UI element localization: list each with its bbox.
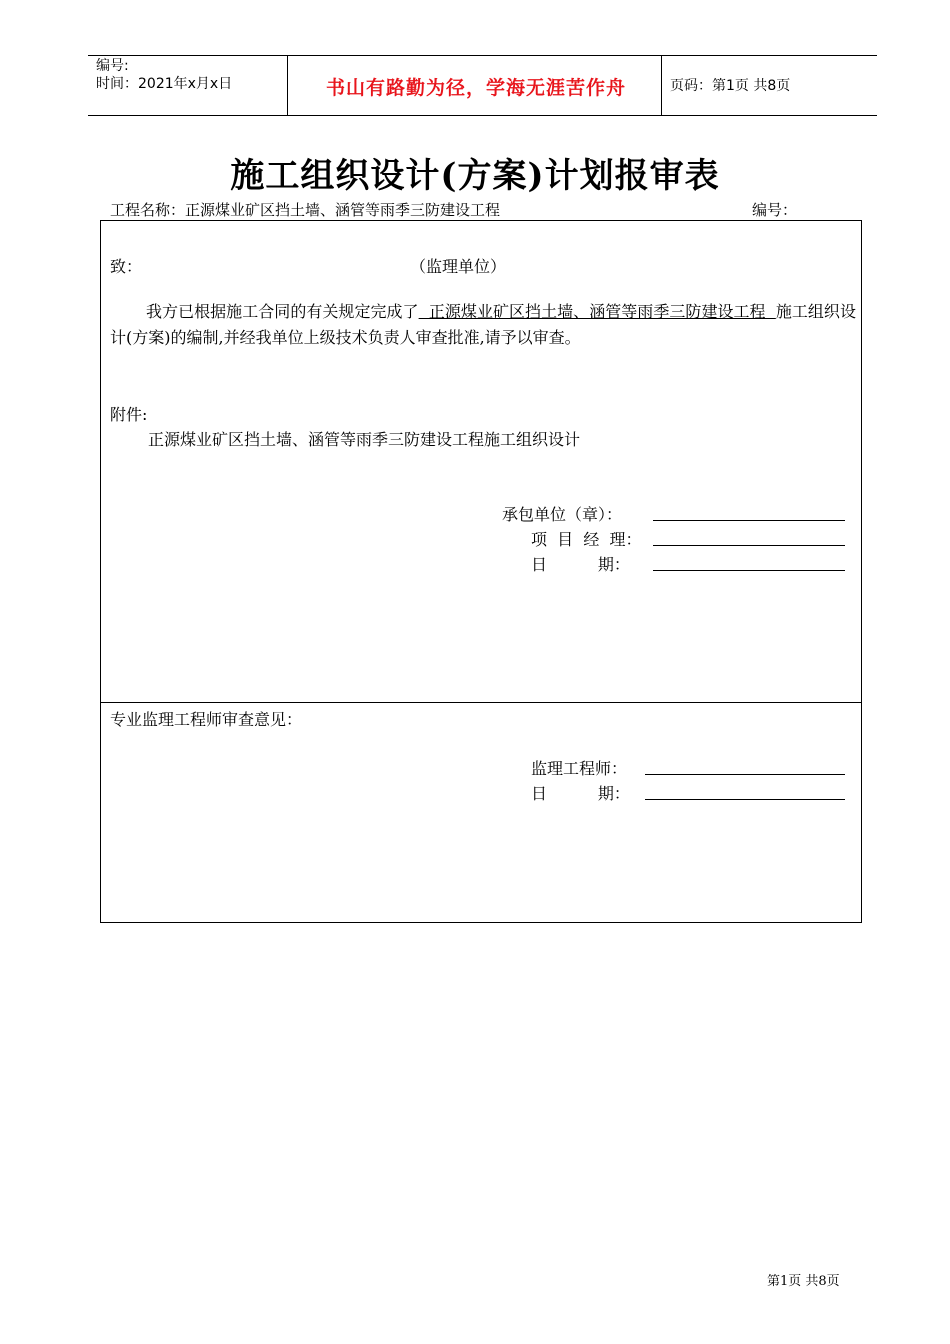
attachment-item: 正源煤业矿区挡土墙、涵管等雨季三防建设工程施工组织设计	[148, 430, 581, 449]
paragraph-project-name: 正源煤业矿区挡土墙、涵管等雨季三防建设工程	[418, 302, 776, 321]
form-title: 施工组织设计(方案)计划报审表	[230, 156, 720, 196]
supervisor-unit-label: （监理单位）	[410, 257, 507, 276]
contractor-signature-line[interactable]	[653, 520, 845, 521]
submission-paragraph	[110, 299, 856, 351]
recipient-label: 致：	[110, 257, 143, 276]
engineer-signature-line[interactable]	[645, 774, 845, 775]
header-divider-left	[287, 55, 288, 115]
contractor-label: 承包单位（章）：	[502, 505, 623, 524]
submission-date-label: 日 期：	[531, 555, 630, 574]
footer-page-info: 第1页 共8页	[767, 1274, 840, 1289]
header-serial-label: 编号:	[96, 58, 129, 74]
header-divider-right	[661, 55, 662, 115]
project-name-label: 工程名称：正源煤业矿区挡土墙、涵管等雨季三防建设工程	[110, 201, 501, 219]
submission-section	[100, 220, 862, 703]
paragraph-prefix: 我方已根据施工合同的有关规定完成了	[146, 302, 419, 321]
header-time-label: 时间：2021年x月x日	[96, 76, 233, 92]
review-opinion-label: 专业监理工程师审查意见：	[110, 710, 303, 729]
review-date-label: 日 期：	[531, 784, 630, 803]
header-motto: 书山有路勤为径，学海无涯苦作舟	[325, 77, 626, 99]
engineer-label: 监理工程师：	[531, 759, 628, 778]
review-date-line[interactable]	[645, 799, 845, 800]
header-bottom-rule	[88, 115, 877, 116]
submission-date-line[interactable]	[653, 570, 845, 571]
project-number-label: 编号：	[752, 201, 798, 219]
project-manager-label: 项 目 经 理：	[531, 530, 642, 549]
review-section	[100, 702, 862, 923]
header-top-rule	[88, 55, 877, 56]
manager-signature-line[interactable]	[653, 545, 845, 546]
attachment-label: 附件:	[110, 405, 148, 424]
header-page-info: 页码：第1页 共8页	[670, 78, 791, 94]
paragraph-suffix: 施工组织设计(方案)的编制,并经我单位上级技术负责人审查批准,请予以审查。	[110, 302, 856, 347]
